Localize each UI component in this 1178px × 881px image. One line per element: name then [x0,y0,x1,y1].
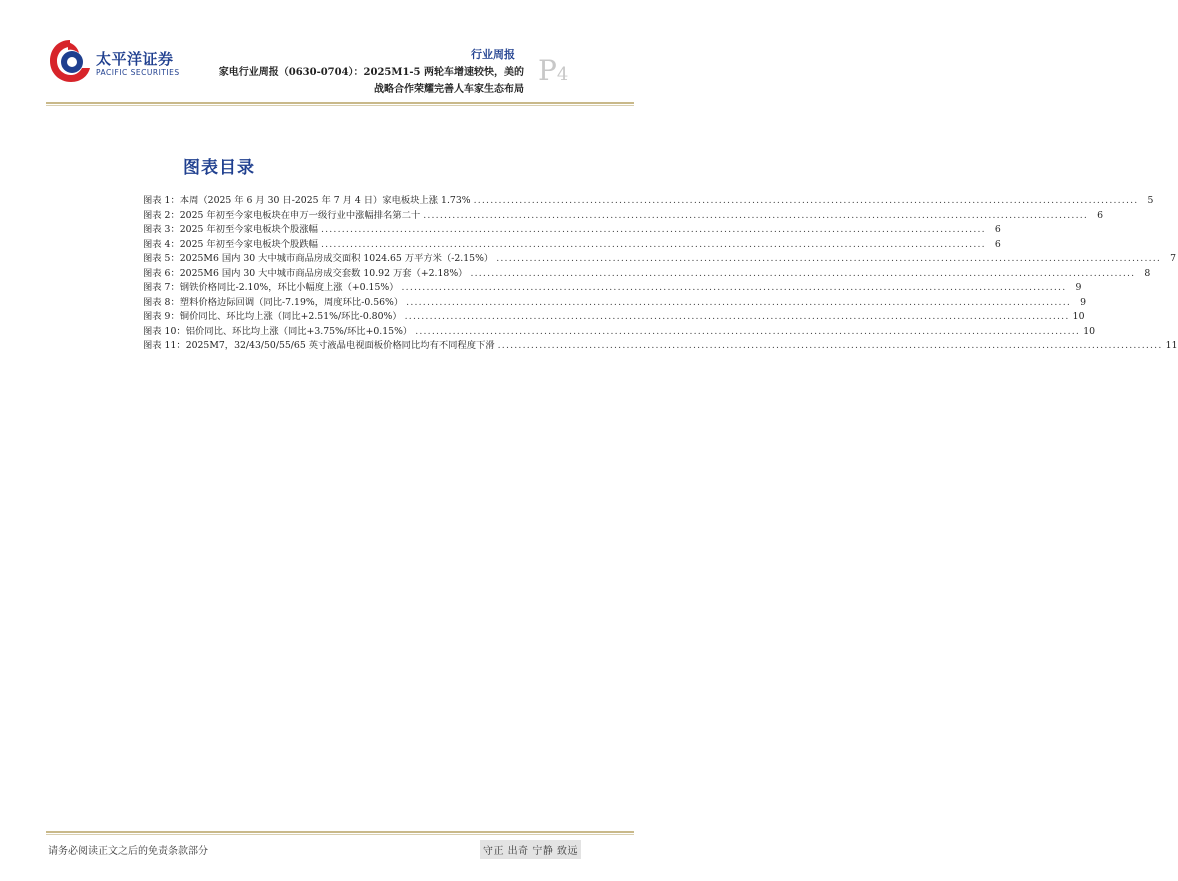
logo-chinese-name: 太平洋证券 [96,50,174,68]
toc-entry-title: 2025 年初至今家电板块个股涨幅 [179,224,318,235]
report-title-line-1: 家电行业周报（0630-0704）：2025M1-5 两轮车增速较快，美的 [218,67,524,78]
toc-entry-page: 10 [1083,325,1096,337]
toc-entry-page: 6 [994,224,1001,235]
toc-entry[interactable] [143,265,1151,280]
toc-entry-leader-dots [405,311,1070,322]
toc-entry-leader-dots [321,239,986,250]
page-letter: P [538,54,557,87]
page-number-value: 4 [556,64,569,85]
toc-entry-page: 11 [1165,340,1178,351]
toc-entry-leader-dots [321,224,986,235]
figure-table-of-contents [143,192,1178,352]
header-rule-thin [46,105,634,106]
toc-entry[interactable] [143,207,1104,222]
toc-entry-page: 7 [1170,253,1177,264]
toc-entry-label: 图表 8： [143,296,180,308]
header-rule [46,102,634,104]
toc-entry-leader-dots [496,253,1161,264]
pacific-securities-logo-icon [48,38,92,84]
toc-entry[interactable] [143,323,1096,338]
toc-entry-title: 2025 年初至今家电板块在申万一级行业中涨幅排名第二十 [179,209,421,221]
toc-entry-title: 2025 年初至今家电板块个股跌幅 [179,238,318,250]
toc-entry-label: 图表 7： [143,282,180,293]
toc-entry-title: 铜价同比、环比均上涨（同比+2.51%/环比-0.80%） [179,311,402,322]
toc-entry-page: 9 [1075,282,1082,293]
toc-entry-title: 塑料价格边际回调（同比-7.19%，周度环比-0.56%） [179,296,404,308]
toc-entry[interactable] [143,294,1087,309]
toc-entry-title: 铝价同比、环比均上涨（同比+3.75%/环比+0.15%） [185,325,413,337]
toc-entry-page: 5 [1147,195,1154,206]
toc-entry-title: 2025M7，32/43/50/55/65 英寸液晶电视面板价格同比均有不同程度下滑 [185,340,495,351]
toc-entry-label: 图表 3： [143,224,180,235]
footer-rule [46,831,634,833]
toc-entry-page: 9 [1080,296,1087,308]
report-type: 行业周报 [471,48,515,61]
toc-entry[interactable] [143,192,1154,207]
toc-entry-leader-dots [423,210,1088,221]
logo-english-name: PACIFIC SECURITIES [96,68,180,77]
toc-entry-leader-dots [402,282,1067,293]
toc-entry-label: 图表 9： [143,311,180,322]
report-title [164,64,524,98]
toc-entry[interactable] [143,279,1082,294]
toc-entry-page: 6 [994,238,1001,250]
footer-disclaimer: 请务必阅读正文之后的免责条款部分 [48,846,208,857]
toc-entry-title: 本周（2025 年 6 月 30 日-2025 年 7 月 4 日）家电板块上涨 1.73% [179,195,471,206]
footer-rule-thin [46,834,634,835]
toc-entry-label: 图表 4： [143,238,180,250]
toc-entry-label: 图表 6： [143,267,180,279]
toc-entry-title: 钢铁价格同比-2.10%，环比小幅度上涨（+0.15%） [179,282,399,293]
toc-entry[interactable] [143,337,1178,352]
toc-entry-title: 2025M6 国内 30 大中城市商品房成交套数 10.92 万套（+2.18%） [179,267,468,279]
toc-entry-title: 2025M6 国内 30 大中城市商品房成交面积 1024.65 万平方米（-2.15%） [179,253,494,264]
toc-entry-leader-dots [474,195,1139,206]
toc-entry-leader-dots [470,268,1135,279]
toc-entry-leader-dots [406,297,1071,308]
toc-entry[interactable] [143,236,1001,251]
report-title-line-2: 战略合作荣耀完善人车家生态布局 [374,84,524,95]
toc-entry-leader-dots [415,326,1080,337]
toc-entry-page: 6 [1097,209,1104,221]
toc-entry-label: 图表 10： [143,325,186,337]
toc-entry-page: 10 [1072,311,1085,322]
toc-entry[interactable] [143,221,1001,236]
toc-entry-label: 图表 2： [143,209,180,221]
toc-entry-label: 图表 11： [143,340,186,351]
footer-motto: 守正 出奇 宁静 致远 [480,840,581,859]
toc-entry-label: 图表 1： [143,195,180,206]
toc-entry-leader-dots [498,340,1163,351]
toc-entry[interactable] [143,250,1177,265]
toc-heading: 图表目录 [183,158,255,178]
toc-entry-label: 图表 5： [143,253,180,264]
page-number [538,54,568,87]
toc-entry-page: 8 [1144,267,1151,279]
toc-entry[interactable] [143,308,1085,323]
